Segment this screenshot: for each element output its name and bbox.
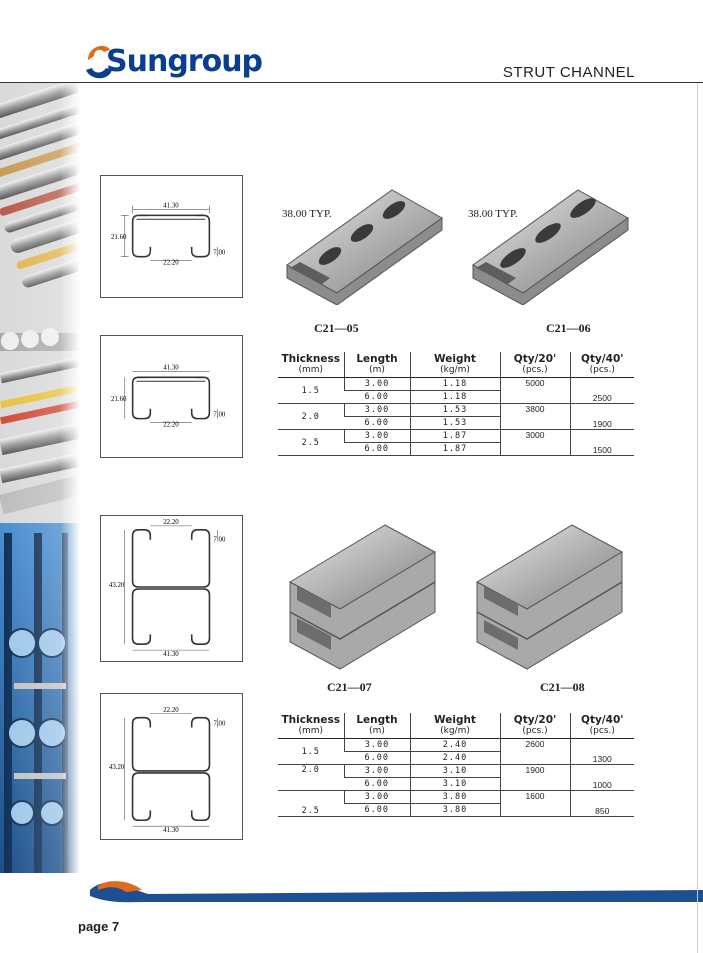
cell-qty20: 5000 — [500, 378, 570, 404]
cell-length: 3.00 — [344, 791, 410, 804]
render-c21-05 — [282, 180, 447, 305]
cell-weight: 3.10 — [410, 778, 500, 791]
dim-height: 43.20 — [108, 582, 125, 590]
model-label-c21-07: C21—07 — [327, 680, 372, 694]
dim-width: 41.30 — [163, 651, 179, 659]
cell-length: 3.00 — [344, 430, 410, 443]
cell-qty20: 3800 — [500, 404, 570, 430]
dim-width: 41.30 — [163, 827, 179, 835]
cell-qty40: 1000 — [570, 765, 634, 791]
page-title: STRUT CHANNEL — [502, 64, 635, 81]
header-qty40: Qty/40' (pcs.) — [570, 352, 634, 378]
cell-length: 6.00 — [344, 443, 410, 456]
cell-weight: 1.87 — [410, 443, 500, 456]
dim-opening: 22.20 — [163, 518, 179, 526]
table-row — [278, 404, 634, 417]
cell-weight: 1.18 — [410, 378, 500, 391]
cell-weight: 1.53 — [410, 404, 500, 417]
dim-opening: 22.20 — [163, 421, 179, 429]
cell-weight: 2.40 — [410, 739, 500, 752]
typ-note-right: 38.00 TYP. — [468, 208, 518, 220]
profile-drawing-single — [100, 175, 243, 298]
header-weight: Weight (kg/m) — [410, 713, 500, 739]
header-qty40: Qty/40' (pcs.) — [570, 713, 634, 739]
header-thickness: Thickness (mm) — [278, 713, 344, 739]
render-c21-08 — [472, 520, 627, 670]
page-edge-line — [697, 83, 698, 953]
spec-table-double — [278, 713, 634, 817]
cell-length: 6.00 — [344, 752, 410, 765]
cell-weight: 3.10 — [410, 765, 500, 778]
table-row — [278, 430, 634, 443]
table-row — [278, 739, 634, 752]
cell-length: 3.00 — [344, 378, 410, 391]
table-row — [278, 765, 634, 778]
header-thickness: Thickness (mm) — [278, 352, 344, 378]
footer-swoosh-band — [90, 876, 703, 906]
cell-qty40: 2500 — [570, 378, 634, 404]
dim-width: 41.30 — [163, 364, 179, 372]
cell-weight: 3.80 — [410, 804, 500, 817]
header-qty20: Qty/20' (pcs.) — [500, 713, 570, 739]
page-number: page 7 — [78, 919, 120, 934]
header-length: Length (m) — [344, 713, 410, 739]
table-row — [278, 791, 634, 804]
table-row — [278, 378, 634, 391]
dim-opening: 22.20 — [163, 706, 179, 714]
dim-height: 43.20 — [108, 763, 125, 771]
header-length: Length (m) — [344, 352, 410, 378]
cell-weight: 3.80 — [410, 791, 500, 804]
cell-thickness: 2.5 — [278, 430, 344, 456]
cell-qty20: 3000 — [500, 430, 570, 456]
dim-lip: 7.00 — [213, 720, 226, 728]
cell-thickness: 1.5 — [278, 739, 344, 765]
dim-height: 21.60 — [111, 233, 127, 241]
cell-length: 3.00 — [344, 739, 410, 752]
sungroup-logo — [84, 40, 263, 84]
cell-length: 3.00 — [344, 765, 410, 778]
cell-length: 6.00 — [344, 778, 410, 791]
dim-opening: 22.20 — [163, 259, 179, 267]
table-header-row — [278, 352, 634, 378]
model-label-c21-06: C21—06 — [546, 321, 591, 335]
cell-length: 6.00 — [344, 417, 410, 430]
typ-note-left: 38.00 TYP. — [282, 208, 332, 220]
cell-qty20: 1600 — [500, 791, 570, 817]
profile-drawing-double — [100, 515, 243, 662]
header-weight: Weight (kg/m) — [410, 352, 500, 378]
cell-weight: 1.53 — [410, 417, 500, 430]
model-label-c21-08: C21—08 — [540, 680, 585, 694]
cell-length: 6.00 — [344, 804, 410, 817]
cell-qty40: 1900 — [570, 404, 634, 430]
cell-qty40: 1300 — [570, 739, 634, 765]
cell-qty20: 2600 — [500, 739, 570, 765]
table-header-row — [278, 713, 634, 739]
header-qty20: Qty/20' (pcs.) — [500, 352, 570, 378]
cell-thickness: 2.0 — [278, 765, 344, 791]
cell-qty20: 1900 — [500, 765, 570, 791]
cell-weight: 1.87 — [410, 430, 500, 443]
dim-height: 21.60 — [111, 395, 127, 403]
dim-lip: 7.00 — [213, 411, 226, 419]
profile-drawing-double-2 — [100, 693, 243, 840]
brand-name: Sungroup — [106, 44, 263, 79]
cell-thickness: 2.5 — [278, 791, 344, 817]
cell-weight: 2.40 — [410, 752, 500, 765]
dim-lip: 7.00 — [213, 249, 226, 257]
cell-qty40: 1500 — [570, 430, 634, 456]
cell-length: 3.00 — [344, 404, 410, 417]
model-label-c21-05: C21—05 — [314, 321, 359, 335]
cell-qty40: 850 — [570, 791, 634, 817]
cell-thickness: 1.5 — [278, 378, 344, 404]
render-c21-07 — [285, 520, 440, 670]
cell-length: 6.00 — [344, 391, 410, 404]
dim-lip: 7.00 — [213, 536, 226, 544]
spec-table-single — [278, 352, 634, 456]
cell-thickness: 2.0 — [278, 404, 344, 430]
profile-drawing-single-2 — [100, 335, 243, 458]
render-c21-06 — [468, 180, 633, 305]
header-divider — [0, 82, 703, 83]
cell-weight: 1.18 — [410, 391, 500, 404]
product-photo-strip — [0, 83, 80, 873]
dim-width: 41.30 — [163, 202, 179, 210]
